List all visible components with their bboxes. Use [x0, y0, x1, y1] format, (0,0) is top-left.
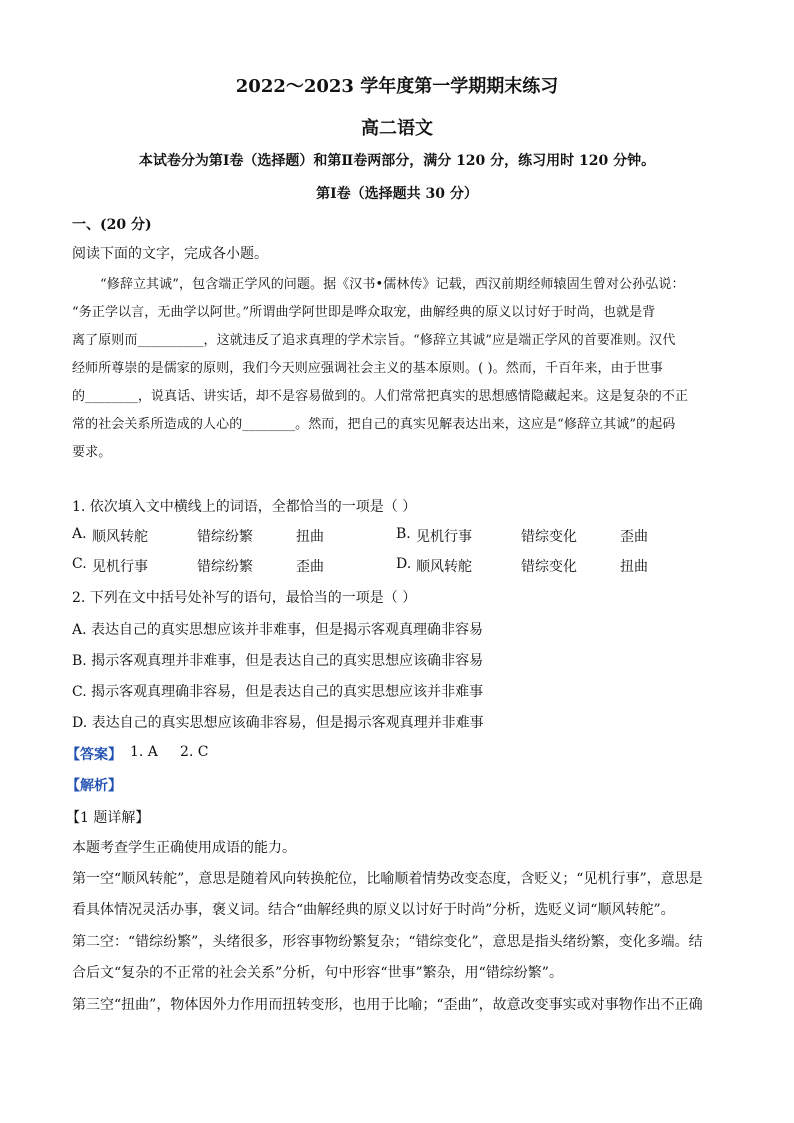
answer-tag: 【答案】 — [66, 747, 122, 763]
answer-q1: 1. A — [130, 744, 158, 760]
passage-line: “务正学以言，无曲学以阿世。”所谓曲学阿世即是哗众取宠，曲解经典的原义以讨好于时尚，也就是背 — [72, 305, 656, 320]
q1-option-d-word1: 顺风转舵 — [416, 559, 472, 575]
exam-title: 2022～2023 学年度第一学期期末练习 — [235, 76, 559, 97]
analysis-line: 本题考查学生正确使用成语的能力。 — [72, 840, 296, 856]
passage-line: 要求。 — [72, 445, 112, 460]
q2-option-b: B. 揭示客观真理并非难事，但是表达自己的真实思想应该确非容易 — [72, 653, 484, 669]
passage-line: 的________，说真话、讲实话，却不是容易做到的。人们常常把真实的思想感情隐藏起来。这是复杂的不正 — [72, 389, 689, 404]
q1-option-a-word2: 错综纷繁 — [197, 529, 253, 545]
q2-option-a: A. 表达自己的真实思想应该并非难事，但是揭示客观真理确非容易 — [72, 622, 484, 638]
q1-option-c-word2: 错综纷繁 — [197, 559, 253, 575]
q1-option-b-word3: 歪曲 — [620, 529, 648, 545]
analysis-line: 第一空“顺风转舵”，意思是随着风向转换舵位，比喻顺着情势改变态度，含贬义；“见机行事”，意思是 — [72, 871, 703, 887]
analysis-line: 看具体情况灵活办事，褒义词。结合“曲解经典的原义以讨好于时尚”分析，选贬义词“顺风转舵”。 — [72, 902, 675, 918]
q1-option-c-word1: 见机行事 — [92, 559, 148, 575]
q1-option-a-word1: 顺风转舵 — [92, 529, 148, 545]
q1-option-b-word2: 错综变化 — [521, 529, 577, 545]
exam-instructions: 本试卷分为第Ⅰ卷（选择题）和第Ⅱ卷两部分，满分 120 分，练习用时 120 分钟。 — [138, 153, 656, 169]
q1-option-c-word3: 歪曲 — [296, 559, 324, 575]
analysis-tag: 【解析】 — [66, 778, 122, 794]
q1-option-c-label: C. — [72, 556, 87, 572]
passage-line: “修辞立其诚”，包含端正学风的问题。据《汉书•儒林传》记载，西汉前期经师辕固生曾对公孙弘说： — [100, 277, 685, 292]
answer-q2: 2. C — [180, 744, 209, 760]
q1-option-d-word3: 扭曲 — [620, 559, 648, 575]
analysis-line: 第二空：“错综纷繁”，头绪很多，形容事物纷繁复杂；“错综变化”，意思是指头绪纷繁，变化多端。结 — [72, 934, 703, 950]
q1-option-d-label: D. — [396, 556, 412, 572]
q2-option-c: C. 揭示客观真理确非容易，但是表达自己的真实思想应该并非难事 — [72, 684, 484, 700]
passage-line: 经师所尊崇的是儒家的原则，我们今天则应强调社会主义的基本原则。( )。然而，千百年来，由于世事 — [72, 361, 663, 376]
q1-option-a-label: A. — [72, 526, 87, 542]
q2-option-d: D. 表达自己的真实思想应该确非容易，但是揭示客观真理并非难事 — [72, 715, 484, 731]
q1-option-d-word2: 错综变化 — [521, 559, 577, 575]
q1-option-b-word1: 见机行事 — [416, 529, 472, 545]
question-1-stem: 1. 依次填入文中横线上的词语，全都恰当的一项是（ ） — [72, 499, 417, 515]
passage-line: 常的社会关系所造成的人心的________。然而，把自己的真实见解表达出来，这应是“修辞立其诚”的起码 — [72, 417, 676, 432]
volume-title: 第Ⅰ卷（选择题共 30 分） — [316, 186, 478, 202]
q1-option-a-word3: 扭曲 — [296, 529, 324, 545]
subject-title: 高二语文 — [361, 118, 433, 139]
analysis-detail-tag: 【1 题详解】 — [66, 810, 150, 826]
reading-passage — [72, 271, 728, 467]
analysis-line: 第三空“扭曲”，物体因外力作用而扭转变形，也用于比喻；“歪曲”，故意改变事实或对事物作出不正确 — [72, 997, 703, 1013]
question-2-stem: 2. 下列在文中括号处补写的语句，最恰当的一项是（ ） — [72, 590, 417, 606]
analysis-line: 合后文“复杂的不正常的社会关系”分析，句中形容“世事”繁杂，用“错综纷繁”。 — [72, 965, 563, 981]
passage-line: 离了原则而__________，这就违反了追求真理的学术宗旨。“修辞立其诚”应是端正学风的首要准则。汉代 — [72, 333, 676, 348]
q1-option-b-label: B. — [396, 526, 411, 542]
reading-prompt: 阅读下面的文字，完成各小题。 — [72, 246, 268, 262]
section-heading: 一、(20 分) — [72, 217, 152, 233]
